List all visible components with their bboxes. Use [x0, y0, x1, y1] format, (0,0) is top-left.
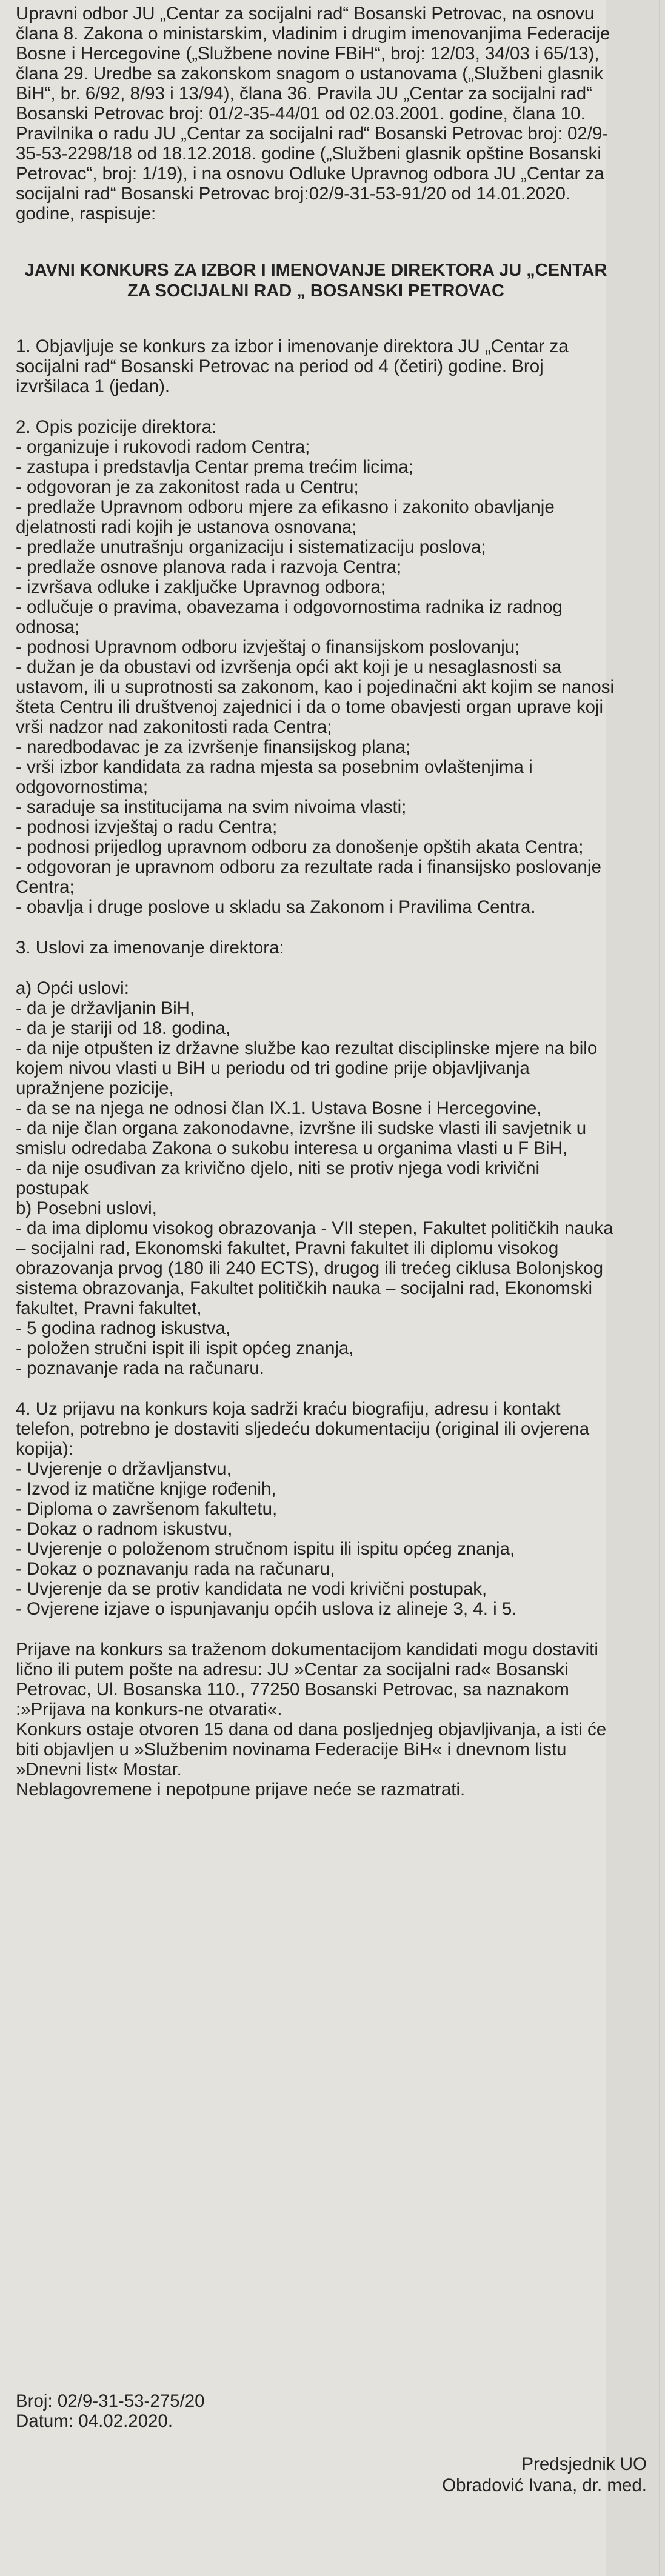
- list-item: - položen stručni ispit ili ispit općeg znanja,: [16, 1338, 354, 1358]
- list-item: - Dokaz o radnom iskustvu,: [16, 1519, 233, 1539]
- list-item: - naredbodavac je za izvršenje finansijskog plana;: [16, 737, 411, 757]
- list-item: - predlaže osnove planova rada i razvoja Centra;: [16, 557, 402, 577]
- documents-list: [16, 1459, 616, 1619]
- reference-number: Broj: 02/9-31-53-275/20: [16, 2391, 205, 2411]
- list-item: - Uvjerenje da se protiv kandidata ne vodi krivični postupak,: [16, 1579, 487, 1599]
- list-item: - predlaže Upravnom odboru mjere za efikasno i zakonito obavljanje djelatnosti radi kojih je ustanova osnovana;: [16, 497, 555, 537]
- signature-block: [442, 2454, 647, 2496]
- list-item: - predlaže unutrašnju organizaciju i sistematizaciju poslova;: [16, 537, 486, 557]
- list-item: - podnosi izvještaj o radu Centra;: [16, 817, 278, 837]
- intro-paragraph: Upravni odbor JU „Centar za socijalni rad“ Bosanski Petrovac, na osnovu člana 8. Zakona o ministarskim, vladinim i drugim imenovanjima Federacije Bosne i Hercegovine („Službene novine FBiH“, broj: 12/03, 34/03 i 65/13), člana 29. Uredbe sa zakonskom snagom o ustanovama („Službeni glasnik BiH“, br. 6/92, 8/93 i 13/94), člana 36. Pravila JU „Centar za socijalni rad“ Bosanski Petrovac broj: 01/2-35-44/01 od 02.03.2001. godine, člana 10. Pravilnika o radu JU „Centar za socijalni rad“ Bosanski Petrovac broj: 02/9-35-53-2298/18 od 18.12.2018. godine („Službeni glasnik opštine Bosanski Petrovac“, broj: 1/19), i na osnovu Odluke Upravnog odbora JU „Centar za socijalni rad“ Bosanski Petrovac broj:02/9-31-53-91/20 od 14.01.2020. godine, raspisuje:: [16, 4, 610, 224]
- list-item: - da se na njega ne odnosi član IX.1. Ustava Bosne i Hercegovine,: [16, 1098, 542, 1118]
- closing-deadline: Konkurs ostaje otvoren 15 dana od dana posljednjeg objavljivanja, a isti će biti objavljen u »Službenim novinama Federacije BiH« i dnevnom listu »Dnevni list« Mostar.: [16, 1720, 607, 1780]
- list-item: - odlučuje o pravima, obavezama i odgovornostima radnika iz radnog odnosa;: [16, 597, 563, 637]
- page-edge: [659, 0, 660, 2576]
- list-item: - Izvod iz matične knjige rođenih,: [16, 1479, 276, 1499]
- list-item: - podnosi prijedlog upravnom odboru za donošenje opštih akata Centra;: [16, 837, 584, 857]
- special-conditions-list: [16, 1218, 616, 1378]
- list-item: - poznavanje rada na računaru.: [16, 1358, 264, 1378]
- signature-name: Obradović Ivana, dr. med.: [442, 2475, 647, 2495]
- list-item: - da nije osuđivan za krivično djelo, niti se protiv njega vodi krivični postupak: [16, 1158, 540, 1198]
- reference-date: Datum: 04.02.2020.: [16, 2411, 173, 2431]
- list-item: - da ima diplomu visokog obrazovanja - VII stepen, Fakultet političkih nauka – socijalni rad, Ekonomski fakultet, Pravni fakultet ili diplomu visokog obrazovanja prvog (180 ili 240 ECTS), drugog ili trećeg ciklusa Bolonjskog sistema obrazovanja, Fakultet političkih nauka – socijalni rad, Ekonomski fakultet, Pravni fakultet,: [16, 1218, 613, 1318]
- signature-role: Predsjednik UO: [521, 2454, 647, 2474]
- list-item: - da je državljanin BiH,: [16, 998, 195, 1018]
- list-item: - podnosi Upravnom odboru izvještaj o finansijskom poslovanju;: [16, 637, 520, 657]
- list-item: - odgovoran je za zakonitost rada u Centru;: [16, 477, 359, 497]
- list-item: - Uvjerenje o državljanstvu,: [16, 1459, 232, 1479]
- list-item: - Dokaz o poznavanju rada na računaru,: [16, 1559, 335, 1579]
- list-item: - da nije otpušten iz državne službe kao rezultat disciplinske mjere na bilo kojem nivou vlasti u BiH u periodu od tri godine prije objavljivanja upražnjene pozicije,: [16, 1038, 598, 1098]
- announcement-title: JAVNI KONKURS ZA IZBOR I IMENOVANJE DIREKTORA JU „CENTAR ZA SOCIJALNI RAD „ BOSANSKI PETROVAC: [24, 261, 607, 301]
- section-1-paragraph: 1. Objavljuje se konkurs za izbor i imenovanje direktora JU „Centar za socijalni rad“ Bosanski Petrovac na period od 4 (četiri) godine. Broj izvršilaca 1 (jedan).: [16, 336, 569, 396]
- general-conditions-list: [16, 998, 616, 1198]
- section-2-heading: 2. Opis pozicije direktora:: [16, 417, 217, 437]
- section-2-list: [16, 437, 616, 917]
- list-item: - Diploma o završenom fakultetu,: [16, 1499, 278, 1519]
- general-conditions-heading: a) Opći uslovi:: [16, 978, 129, 998]
- section-3-heading: 3. Uslovi za imenovanje direktora:: [16, 938, 284, 958]
- list-item: - Ovjerene izjave o ispunjavanju općih uslova iz alineje 3, 4. i 5.: [16, 1599, 517, 1619]
- list-item: - Uvjerenje o položenom stručnom ispitu ili ispitu općeg znanja,: [16, 1539, 515, 1559]
- list-item: - dužan je da obustavi od izvršenja opći akt koji je u nesaglasnosti sa ustavom, ili u suprotnosti sa zakonom, kao i pojedinačni akt kojim se nanosi šteta Centru ili društvenoj zajednici i da o tome obavjesti organ uprave koji vrši nadzor nad zakonitosti rada Centra;: [16, 657, 615, 737]
- list-item: - 5 godina radnog iskustva,: [16, 1318, 231, 1338]
- list-item: - obavlja i druge poslove u skladu sa Zakonom i Pravilima Centra.: [16, 897, 536, 917]
- list-item: - vrši izbor kandidata za radna mjesta sa posebnim ovlaštenjima i odgovornostima;: [16, 757, 533, 797]
- list-item: - izvršava odluke i zaključke Upravnog odbora;: [16, 577, 386, 597]
- list-item: - organizuje i rukovodi radom Centra;: [16, 437, 310, 457]
- closing-note: Neblagovremene i nepotpune prijave neće se razmatrati.: [16, 1780, 466, 1800]
- section-4-heading: 4. Uz prijavu na konkurs koja sadrži kraću biografiju, adresu i kontakt telefon, potrebno je dostaviti sljedeću dokumentaciju (original ili ovjerena kopija):: [16, 1399, 590, 1459]
- list-item: - da je stariji od 18. godina,: [16, 1018, 231, 1038]
- list-item: - da nije član organa zakonodavne, izvršne ili sudske vlasti ili savjetnik u smislu odredaba Zakona o sukobu interesa u organima vlasti u F BiH,: [16, 1118, 587, 1158]
- special-conditions-heading: b) Posebni uslovi,: [16, 1198, 157, 1218]
- reference-block: [16, 2391, 205, 2431]
- list-item: - saraduje sa institucijama na svim nivoima vlasti;: [16, 797, 407, 817]
- closing-submission: Prijave na konkurs sa traženom dokumentacijom kandidati mogu dostaviti lično ili putem pošte na adresu: JU »Centar za socijalni rad« Bosanski Petrovac, Ul. Bosanska 110., 77250 Bosanski Petrovac, sa naznakom :»Prijava na konkurs-ne otvarati«.: [16, 1640, 598, 1720]
- list-item: - odgovoran je upravnom odboru za rezultate rada i finansijsko poslovanje Centra;: [16, 857, 601, 897]
- list-item: - zastupa i predstavlja Centar prema trećim licima;: [16, 457, 413, 477]
